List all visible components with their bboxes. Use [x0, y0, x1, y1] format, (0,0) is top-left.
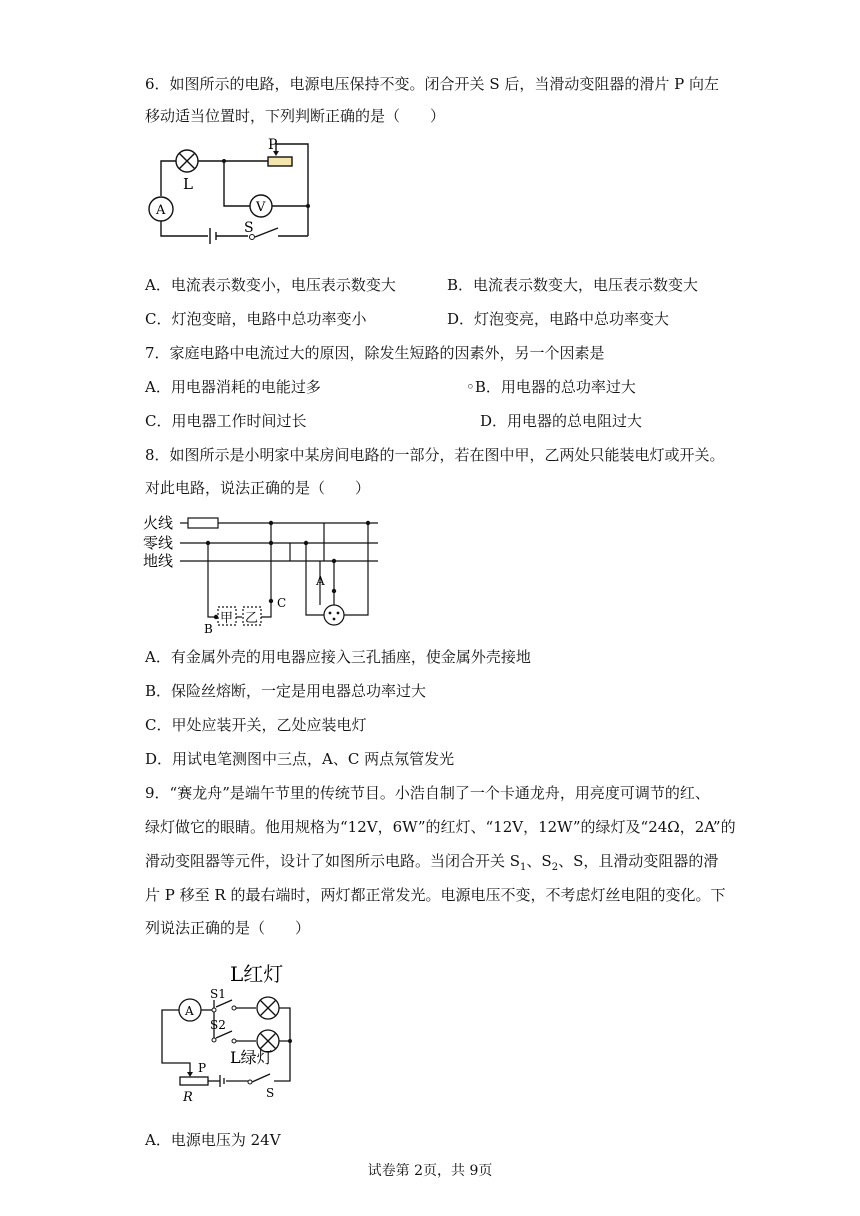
q9-label-green-lamp: L绿灯	[230, 1048, 273, 1067]
q9-label-red-lamp: L红灯	[230, 962, 284, 986]
q9-label-p: P	[198, 1061, 207, 1075]
q7-option-d: D．用电器的总电阻过大	[480, 412, 643, 430]
q6-option-a: A．电流表示数变小，电压表示数变大	[145, 276, 396, 294]
q9-circuit-diagram	[150, 955, 310, 1105]
q7-option-a: A．用电器消耗的电能过多	[145, 378, 321, 396]
q7-stem-line1: 7．家庭电路中电流过大的原因，除发生短路的因素外，另一个因素是	[145, 344, 605, 362]
q8-option-d: D．用试电笔测图中三点，A、C 两点氖管发光	[145, 750, 455, 768]
q6-option-b: B．电流表示数变大，电压表示数变大	[447, 276, 699, 294]
q9-label-s: S	[266, 1086, 275, 1100]
q8-label-a: A	[316, 574, 325, 588]
q8-label-neutral-wire: 零线	[143, 534, 174, 552]
q6-label-a: A	[156, 203, 166, 218]
q9-label-s2: S2	[210, 1018, 226, 1032]
q6-label-p: P	[268, 137, 278, 153]
q9-label-s1: S1	[210, 987, 226, 1001]
q8-label-b: B	[204, 622, 213, 635]
q8-stem-line1: 8．如图所示是小明家中某房间电路的一部分，若在图中甲，乙两处只能装电灯或开关。	[145, 446, 725, 464]
q8-label-c: C	[277, 596, 287, 610]
q8-option-b: B．保险丝熔断，一定是用电器总功率过大	[145, 682, 427, 700]
q9-stem-line3: 滑动变阻器等元件，设计了如图所示电路。当闭合开关 $S_1$、$S_2$、S，且滑动变阻器的滑	[145, 852, 719, 873]
q8-label-ground-wire: 地线	[143, 552, 174, 570]
q8-label-yi: 乙	[245, 611, 259, 626]
q8-stem-line2: 对此电路，说法正确的是（ ）	[145, 479, 371, 497]
q7-option-b: ◦B．用电器的总功率过大	[466, 378, 636, 396]
q9-label-r: R	[183, 1090, 193, 1105]
q7-option-c: C．用电器工作时间过长	[145, 412, 307, 430]
q6-label-v: V	[256, 200, 266, 215]
q6-circuit-diagram	[140, 136, 320, 251]
q6-option-c: C．灯泡变暗，电路中总功率变小	[145, 310, 367, 328]
q6-option-d: D．灯泡变亮，电路中总功率变大	[447, 310, 670, 328]
q9-label-a: A	[185, 1004, 194, 1018]
q6-stem-line2: 移动适当位置时，下列判断正确的是（ ）	[145, 107, 446, 125]
q9-stem-line2: 绿灯做它的眼睛。他用规格为“12V，6W”的红灯、“12V，12W”的绿灯及“24Ω，2A”的	[145, 818, 736, 836]
q8-label-live-wire: 火线	[143, 514, 174, 532]
q9-stem-line4: 片 P 移至 R 的最右端时，两灯都正常发光。电源电压不变，不考虑灯丝电阻的变化。下	[145, 886, 726, 904]
q6-label-l: L	[183, 175, 193, 193]
page-footer: 试卷第 2页，共 9页	[367, 1163, 493, 1179]
q9-stem-line5: 列说法正确的是（ ）	[145, 919, 311, 937]
q6-label-s: S	[244, 220, 254, 236]
q9-option-a: A．电源电压为 24V	[145, 1131, 281, 1149]
q8-household-circuit-diagram	[140, 505, 390, 635]
q8-label-jia: 甲	[220, 611, 234, 626]
q8-option-c: C．甲处应装开关，乙处应装电灯	[145, 716, 367, 734]
q9-stem-line1: 9．“赛龙舟”是端午节里的传统节目。小浩自制了一个卡通龙舟，用亮度可调节的红、	[145, 784, 710, 802]
q6-stem-line1: 6．如图所示的电路，电源电压保持不变。闭合开关 S 后，当滑动变阻器的滑片 P 向左	[145, 75, 719, 93]
q8-option-a: A．有金属外壳的用电器应接入三孔插座，使金属外壳接地	[145, 648, 531, 666]
